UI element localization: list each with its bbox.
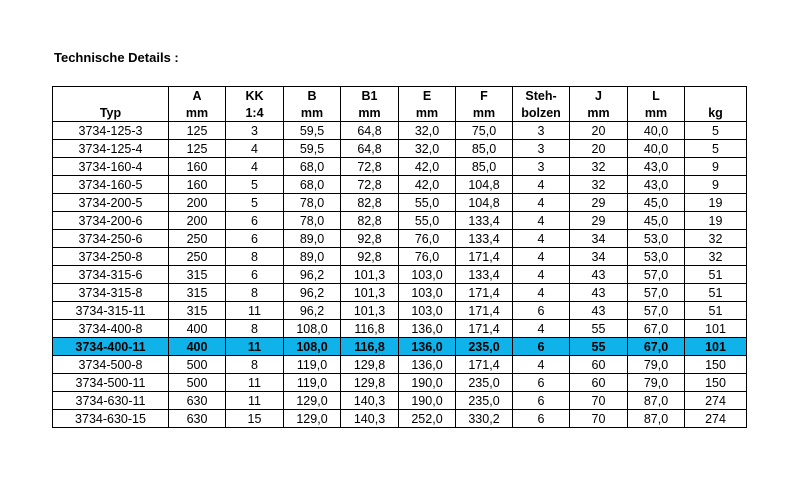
column-header-top	[53, 87, 169, 105]
value-cell: 190,0	[399, 392, 456, 410]
value-cell: 57,0	[628, 266, 685, 284]
type-cell: 3734-200-5	[53, 194, 169, 212]
value-cell: 53,0	[628, 248, 685, 266]
value-cell: 4	[226, 140, 284, 158]
value-cell: 103,0	[399, 302, 456, 320]
value-cell: 42,0	[399, 176, 456, 194]
value-cell: 68,0	[284, 176, 341, 194]
value-cell: 32,0	[399, 140, 456, 158]
value-cell: 29	[570, 212, 628, 230]
value-cell: 140,3	[341, 392, 399, 410]
table-row	[53, 212, 747, 230]
value-cell: 235,0	[456, 338, 513, 356]
table-row	[53, 194, 747, 212]
value-cell: 89,0	[284, 248, 341, 266]
value-cell: 200	[169, 194, 226, 212]
value-cell: 34	[570, 248, 628, 266]
value-cell: 171,4	[456, 356, 513, 374]
value-cell: 6	[513, 392, 570, 410]
value-cell: 51	[685, 302, 747, 320]
value-cell: 43,0	[628, 176, 685, 194]
type-cell: 3734-200-6	[53, 212, 169, 230]
value-cell: 3	[513, 140, 570, 158]
value-cell: 8	[226, 284, 284, 302]
value-cell: 55,0	[399, 212, 456, 230]
value-cell: 20	[570, 140, 628, 158]
column-header-top: KK	[226, 87, 284, 105]
value-cell: 8	[226, 320, 284, 338]
value-cell: 140,3	[341, 410, 399, 428]
column-header-bottom: mm	[628, 104, 685, 122]
table-row	[53, 266, 747, 284]
value-cell: 160	[169, 158, 226, 176]
value-cell: 101	[685, 320, 747, 338]
table-row	[53, 176, 747, 194]
type-cell: 3734-160-5	[53, 176, 169, 194]
value-cell: 150	[685, 374, 747, 392]
value-cell: 59,5	[284, 140, 341, 158]
type-cell: 3734-125-3	[53, 122, 169, 140]
value-cell: 104,8	[456, 194, 513, 212]
value-cell: 4	[513, 230, 570, 248]
value-cell: 72,8	[341, 176, 399, 194]
value-cell: 8	[226, 248, 284, 266]
value-cell: 103,0	[399, 284, 456, 302]
value-cell: 19	[685, 194, 747, 212]
value-cell: 64,8	[341, 122, 399, 140]
value-cell: 6	[226, 212, 284, 230]
value-cell: 11	[226, 338, 284, 356]
value-cell: 9	[685, 158, 747, 176]
column-header-top: E	[399, 87, 456, 105]
table-header	[53, 87, 747, 122]
value-cell: 43,0	[628, 158, 685, 176]
value-cell: 119,0	[284, 356, 341, 374]
value-cell: 133,4	[456, 212, 513, 230]
value-cell: 3	[513, 122, 570, 140]
value-cell: 6	[513, 374, 570, 392]
value-cell: 76,0	[399, 248, 456, 266]
value-cell: 11	[226, 302, 284, 320]
table-row	[53, 230, 747, 248]
column-header-bottom: kg	[685, 104, 747, 122]
value-cell: 87,0	[628, 410, 685, 428]
value-cell: 4	[513, 284, 570, 302]
value-cell: 3	[513, 158, 570, 176]
value-cell: 68,0	[284, 158, 341, 176]
value-cell: 108,0	[284, 338, 341, 356]
column-header-bottom: mm	[570, 104, 628, 122]
value-cell: 32	[570, 158, 628, 176]
column-header-top	[685, 87, 747, 105]
header-row-units	[53, 87, 747, 105]
value-cell: 40,0	[628, 140, 685, 158]
value-cell: 101,3	[341, 266, 399, 284]
value-cell: 6	[226, 266, 284, 284]
value-cell: 129,8	[341, 374, 399, 392]
value-cell: 400	[169, 320, 226, 338]
value-cell: 235,0	[456, 374, 513, 392]
value-cell: 500	[169, 374, 226, 392]
column-header-bottom: bolzen	[513, 104, 570, 122]
column-header-top: L	[628, 87, 685, 105]
value-cell: 119,0	[284, 374, 341, 392]
value-cell: 45,0	[628, 212, 685, 230]
value-cell: 85,0	[456, 140, 513, 158]
value-cell: 133,4	[456, 230, 513, 248]
value-cell: 250	[169, 248, 226, 266]
value-cell: 315	[169, 302, 226, 320]
table-row	[53, 356, 747, 374]
column-header-bottom: mm	[399, 104, 456, 122]
value-cell: 171,4	[456, 320, 513, 338]
value-cell: 129,0	[284, 392, 341, 410]
value-cell: 87,0	[628, 392, 685, 410]
value-cell: 55,0	[399, 194, 456, 212]
column-header-top: Steh-	[513, 87, 570, 105]
value-cell: 101,3	[341, 302, 399, 320]
value-cell: 5	[685, 140, 747, 158]
value-cell: 60	[570, 374, 628, 392]
column-header-top: A	[169, 87, 226, 105]
value-cell: 96,2	[284, 284, 341, 302]
value-cell: 108,0	[284, 320, 341, 338]
value-cell: 4	[513, 356, 570, 374]
value-cell: 55	[570, 320, 628, 338]
value-cell: 51	[685, 266, 747, 284]
value-cell: 200	[169, 212, 226, 230]
technical-details-table	[52, 86, 747, 428]
value-cell: 59,5	[284, 122, 341, 140]
value-cell: 67,0	[628, 320, 685, 338]
value-cell: 82,8	[341, 212, 399, 230]
value-cell: 57,0	[628, 284, 685, 302]
value-cell: 15	[226, 410, 284, 428]
value-cell: 78,0	[284, 212, 341, 230]
column-header-top: F	[456, 87, 513, 105]
value-cell: 150	[685, 356, 747, 374]
type-cell: 3734-315-6	[53, 266, 169, 284]
value-cell: 32,0	[399, 122, 456, 140]
table-row	[53, 302, 747, 320]
section-heading: Technische Details :	[54, 50, 179, 65]
value-cell: 274	[685, 392, 747, 410]
value-cell: 101,3	[341, 284, 399, 302]
value-cell: 630	[169, 392, 226, 410]
value-cell: 43	[570, 302, 628, 320]
value-cell: 20	[570, 122, 628, 140]
type-cell: 3734-500-8	[53, 356, 169, 374]
value-cell: 9	[685, 176, 747, 194]
value-cell: 630	[169, 410, 226, 428]
table-row	[53, 158, 747, 176]
column-header-top: B1	[341, 87, 399, 105]
value-cell: 250	[169, 230, 226, 248]
value-cell: 4	[513, 194, 570, 212]
value-cell: 500	[169, 356, 226, 374]
type-cell: 3734-125-4	[53, 140, 169, 158]
value-cell: 19	[685, 212, 747, 230]
value-cell: 40,0	[628, 122, 685, 140]
value-cell: 4	[513, 266, 570, 284]
table-row	[53, 122, 747, 140]
value-cell: 315	[169, 284, 226, 302]
value-cell: 85,0	[456, 158, 513, 176]
value-cell: 5	[226, 176, 284, 194]
value-cell: 136,0	[399, 338, 456, 356]
value-cell: 330,2	[456, 410, 513, 428]
value-cell: 75,0	[456, 122, 513, 140]
value-cell: 67,0	[628, 338, 685, 356]
value-cell: 103,0	[399, 266, 456, 284]
table-row	[53, 320, 747, 338]
value-cell: 79,0	[628, 356, 685, 374]
header-row-labels	[53, 104, 747, 122]
type-cell: 3734-630-15	[53, 410, 169, 428]
value-cell: 190,0	[399, 374, 456, 392]
value-cell: 8	[226, 356, 284, 374]
type-cell: 3734-500-11	[53, 374, 169, 392]
value-cell: 4	[226, 158, 284, 176]
type-cell: 3734-400-11	[53, 338, 169, 356]
value-cell: 160	[169, 176, 226, 194]
value-cell: 400	[169, 338, 226, 356]
value-cell: 78,0	[284, 194, 341, 212]
value-cell: 3	[226, 122, 284, 140]
type-cell: 3734-160-4	[53, 158, 169, 176]
value-cell: 129,0	[284, 410, 341, 428]
value-cell: 274	[685, 410, 747, 428]
column-header-top: B	[284, 87, 341, 105]
value-cell: 133,4	[456, 266, 513, 284]
value-cell: 64,8	[341, 140, 399, 158]
value-cell: 42,0	[399, 158, 456, 176]
value-cell: 4	[513, 248, 570, 266]
value-cell: 32	[685, 230, 747, 248]
table-row	[53, 284, 747, 302]
table-body	[53, 122, 747, 428]
value-cell: 79,0	[628, 374, 685, 392]
value-cell: 60	[570, 356, 628, 374]
value-cell: 171,4	[456, 284, 513, 302]
value-cell: 72,8	[341, 158, 399, 176]
value-cell: 125	[169, 122, 226, 140]
table-row	[53, 374, 747, 392]
value-cell: 43	[570, 284, 628, 302]
value-cell: 6	[513, 410, 570, 428]
value-cell: 89,0	[284, 230, 341, 248]
value-cell: 32	[685, 248, 747, 266]
value-cell: 53,0	[628, 230, 685, 248]
table-row-highlighted	[53, 338, 747, 356]
value-cell: 252,0	[399, 410, 456, 428]
column-header-bottom: 1:4	[226, 104, 284, 122]
value-cell: 96,2	[284, 302, 341, 320]
value-cell: 104,8	[456, 176, 513, 194]
type-cell: 3734-250-8	[53, 248, 169, 266]
value-cell: 43	[570, 266, 628, 284]
value-cell: 4	[513, 176, 570, 194]
table-row	[53, 410, 747, 428]
column-header-bottom: Typ	[53, 104, 169, 122]
value-cell: 136,0	[399, 356, 456, 374]
type-cell: 3734-630-11	[53, 392, 169, 410]
value-cell: 92,8	[341, 248, 399, 266]
value-cell: 101	[685, 338, 747, 356]
value-cell: 70	[570, 410, 628, 428]
value-cell: 4	[513, 320, 570, 338]
value-cell: 51	[685, 284, 747, 302]
value-cell: 6	[513, 302, 570, 320]
value-cell: 171,4	[456, 248, 513, 266]
column-header-bottom: mm	[284, 104, 341, 122]
value-cell: 235,0	[456, 392, 513, 410]
value-cell: 57,0	[628, 302, 685, 320]
table-row	[53, 248, 747, 266]
column-header-bottom: mm	[341, 104, 399, 122]
value-cell: 96,2	[284, 266, 341, 284]
value-cell: 5	[685, 122, 747, 140]
column-header-bottom: mm	[169, 104, 226, 122]
value-cell: 92,8	[341, 230, 399, 248]
value-cell: 4	[513, 212, 570, 230]
table-row	[53, 140, 747, 158]
value-cell: 125	[169, 140, 226, 158]
value-cell: 116,8	[341, 338, 399, 356]
value-cell: 136,0	[399, 320, 456, 338]
value-cell: 70	[570, 392, 628, 410]
value-cell: 5	[226, 194, 284, 212]
type-cell: 3734-400-8	[53, 320, 169, 338]
type-cell: 3734-315-11	[53, 302, 169, 320]
value-cell: 55	[570, 338, 628, 356]
column-header-top: J	[570, 87, 628, 105]
value-cell: 29	[570, 194, 628, 212]
value-cell: 6	[513, 338, 570, 356]
table-row	[53, 392, 747, 410]
value-cell: 315	[169, 266, 226, 284]
value-cell: 76,0	[399, 230, 456, 248]
value-cell: 45,0	[628, 194, 685, 212]
type-cell: 3734-315-8	[53, 284, 169, 302]
column-header-bottom: mm	[456, 104, 513, 122]
value-cell: 34	[570, 230, 628, 248]
value-cell: 11	[226, 374, 284, 392]
value-cell: 6	[226, 230, 284, 248]
type-cell: 3734-250-6	[53, 230, 169, 248]
value-cell: 171,4	[456, 302, 513, 320]
value-cell: 32	[570, 176, 628, 194]
value-cell: 82,8	[341, 194, 399, 212]
value-cell: 11	[226, 392, 284, 410]
value-cell: 116,8	[341, 320, 399, 338]
value-cell: 129,8	[341, 356, 399, 374]
